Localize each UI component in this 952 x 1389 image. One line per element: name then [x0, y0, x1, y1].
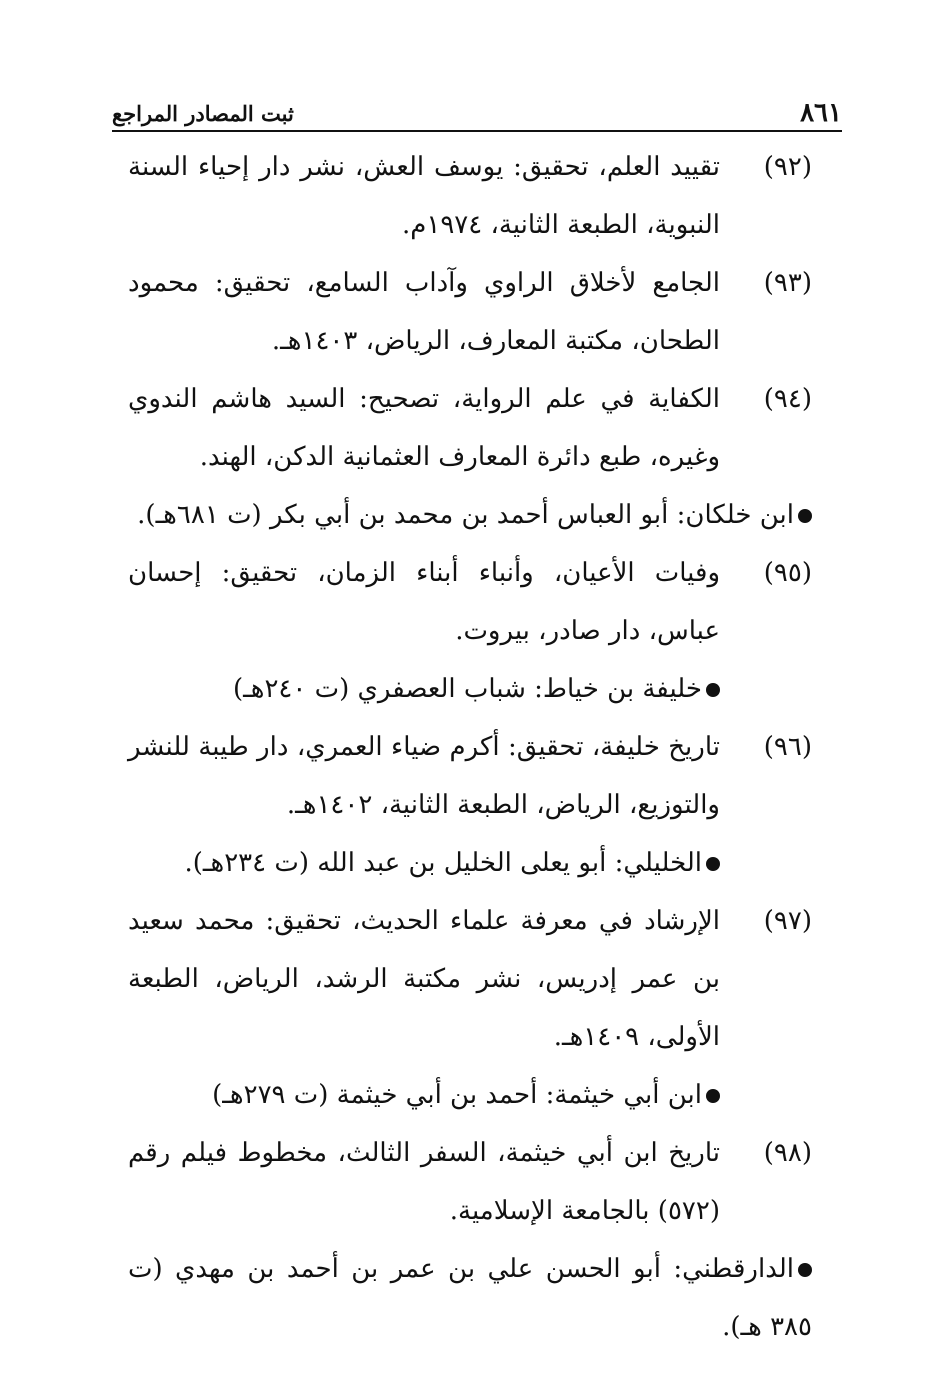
entry-number: (٩٧)	[763, 906, 812, 936]
entry-number: (٩٨)	[763, 1138, 812, 1168]
bullet-icon	[706, 1089, 720, 1103]
bibliography-entry	[128, 1124, 812, 1240]
entry-text: الإرشاد في معرفة علماء الحديث، تحقيق: محمد سعيد بن عمر إدريس، نشر مكتبة الرشد، الرياض، الطبعة الأولى، ١٤٠٩هـ.	[128, 906, 720, 1052]
author-heading	[128, 1066, 812, 1124]
author-text: ابن خلكان: أبو العباس أحمد بن محمد بن أبي بكر (ت ٦٨١هـ).	[137, 500, 794, 530]
entry-text: تاريخ ابن أبي خيثمة، السفر الثالث، مخطوط فيلم رقم (٥٧٢) بالجامعة الإسلامية.	[128, 1138, 720, 1226]
entry-number: (٩٢)	[763, 152, 812, 182]
entry-number: (٩٥)	[763, 558, 812, 588]
bibliography-entry	[128, 138, 812, 254]
bibliography-entry	[128, 370, 812, 486]
bullet-icon	[798, 1263, 812, 1277]
entry-text: تقييد العلم، تحقيق: يوسف العش، نشر دار إحياء السنة النبوية، الطبعة الثانية، ١٩٧٤م.	[128, 152, 720, 240]
bibliography-entry	[128, 718, 812, 834]
author-heading	[128, 834, 812, 892]
author-heading	[128, 660, 812, 718]
author-text: ابن أبي خيثمة: أحمد بن أبي خيثمة (ت ٢٧٩هـ)	[212, 1080, 702, 1110]
entry-number: (٩٤)	[763, 384, 812, 414]
entry-text: تاريخ خليفة، تحقيق: أكرم ضياء العمري، دار طيبة للنشر والتوزيع، الرياض، الطبعة الثانية، ١٤٠٢هـ.	[128, 732, 720, 820]
bullet-icon	[798, 509, 812, 523]
page-number: ٨٦١	[800, 98, 842, 128]
bullet-icon	[706, 683, 720, 697]
entry-text: الجامع لأخلاق الراوي وآداب السامع، تحقيق: محمود الطحان، مكتبة المعارف، الرياض، ١٤٠٣هـ.	[128, 268, 720, 356]
author-heading	[128, 486, 812, 544]
author-heading	[128, 1240, 812, 1356]
bibliography-list	[128, 138, 812, 1356]
entry-text: وفيات الأعيان، وأنباء أبناء الزمان، تحقيق: إحسان عباس، دار صادر، بيروت.	[128, 558, 720, 646]
running-title: ثبت المصادر المراجع	[112, 101, 294, 126]
author-text: الخليلي: أبو يعلى الخليل بن عبد الله (ت ٢٣٤هـ).	[184, 848, 702, 878]
bibliography-entry	[128, 254, 812, 370]
entry-number: (٩٦)	[763, 732, 812, 762]
entry-text: الكفاية في علم الرواية، تصحيح: السيد هاشم الندوي وغيره، طبع دائرة المعارف العثمانية الدكن، الهند.	[128, 384, 720, 472]
author-text: الدارقطني: أبو الحسن علي بن عمر بن أحمد بن مهدي (ت ٣٨٥ هـ).	[128, 1254, 812, 1342]
bibliography-entry	[128, 892, 812, 1066]
bullet-icon	[706, 857, 720, 871]
page-header	[112, 92, 842, 132]
entry-number: (٩٣)	[763, 268, 812, 298]
author-text: خليفة بن خياط: شباب العصفري (ت ٢٤٠هـ)	[232, 674, 702, 704]
bibliography-entry	[128, 544, 812, 660]
